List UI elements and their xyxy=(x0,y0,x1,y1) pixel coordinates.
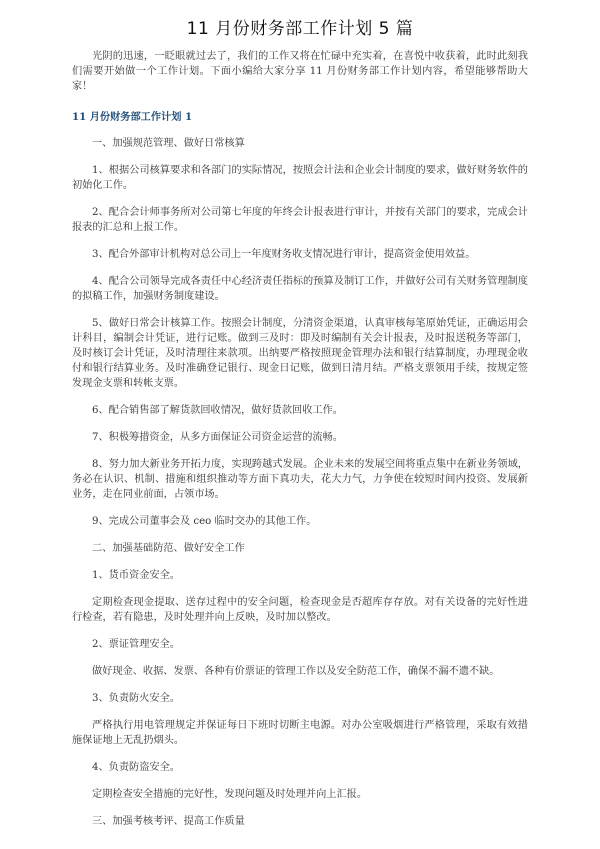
paragraph: 9、完成公司董事会及 ceo 临时交办的其他工作。 xyxy=(92,516,317,527)
paragraph: 3、配合外部审计机构对总公司上一年度财务收支情况进行审计，提高资金使用效益。 xyxy=(92,249,476,260)
paragraph: 1、货币资金安全。 xyxy=(92,570,180,581)
paragraph: 定期检查现金提取、送存过程中的安全问题，检查现金是否超库存存放。对有关设备的完好性进行检查，若有隐患，及时处理并向上反映，及时加以整改。 xyxy=(72,597,528,623)
paragraph: 三、加强考核考评、提高工作质量 xyxy=(92,816,245,827)
paragraph: 8、努力加大新业务开拓力度，实现跨越式发展。企业未来的发展空间将重点集中在新业务领域，务必在认识、机制、措施和组织推动等方面下真功夫，花大力气，力争使在较短时间内投资、发展新业务，走在同业前面，占领市场。 xyxy=(72,459,528,500)
paragraph: 6、配合销售部了解货款回收情况，做好货款回收工作。 xyxy=(92,405,343,416)
paragraph: 严格执行用电管理规定并保证每日下班时切断主电源。对办公室吸烟进行严格管理，采取有效措施保证地上无乱扔烟头。 xyxy=(72,720,528,746)
paragraph: 二、加强基础防范、做好安全工作 xyxy=(92,543,245,554)
paragraph: 2、配合会计师事务所对公司第七年度的年终会计报表进行审计，并按有关部门的要求，完成会计报表的汇总和上报工作。 xyxy=(72,207,528,233)
paragraph: 4、负责防盗安全。 xyxy=(92,762,180,773)
paragraph: 2、票证管理安全。 xyxy=(92,639,180,650)
document-body xyxy=(72,136,528,829)
paragraph: 1、根据公司核算要求和各部门的实际情况，按照会计法和企业会计制度的要求，做好财务软件的初始化工作。 xyxy=(72,165,528,191)
paragraph: 7、积极筹措资金，从多方面保证公司资金运营的流畅。 xyxy=(92,432,343,443)
paragraph: 做好现金、收据、发票、各种有价票证的管理工作以及安全防范工作，确保不漏不遗不缺。 xyxy=(92,666,500,677)
paragraph: 一、加强规范管理、做好日常核算 xyxy=(92,138,245,149)
paragraph: 4、配合公司领导完成各责任中心经济责任指标的预算及制订工作，并做好公司有关财务管理制度的拟稿工作，加强财务制度建设。 xyxy=(72,276,528,302)
paragraph: 3、负责防火安全。 xyxy=(92,693,180,704)
section-subtitle: 11 月份财务部工作计划 1 xyxy=(72,111,193,123)
intro-paragraph: 光阴的迅速，一眨眼就过去了，我们的工作又将在忙碌中充实着，在喜悦中收获着，此时此刻我们需要开始做一个工作计划。下面小编给大家分享 11 月份财务部工作计划内容，希望能够帮助大家！ xyxy=(72,51,528,92)
paragraph: 定期检查安全措施的完好性，发现问题及时处理并向上汇报。 xyxy=(92,789,368,800)
paragraph: 5、做好日常会计核算工作。按照会计制度，分清资金渠道，认真审核每笔原始凭证，正确运用会计科目，编制会计凭证，进行记账。做到三及时：即及时编制有关会计报表，及时报送税务等部门，及时核订会计凭证，及时清理往来款项。出纳要严格按照现金管理办法和银行结算制度，办理现金收付和银行结算业务。及时准确登记银行、现金日记账，做到日清月结。严格支票领用手续，按规定签发现金支票和转帐支票。 xyxy=(72,318,528,389)
document-title: 11 月份财务部工作计划 5 篇 xyxy=(186,19,414,39)
